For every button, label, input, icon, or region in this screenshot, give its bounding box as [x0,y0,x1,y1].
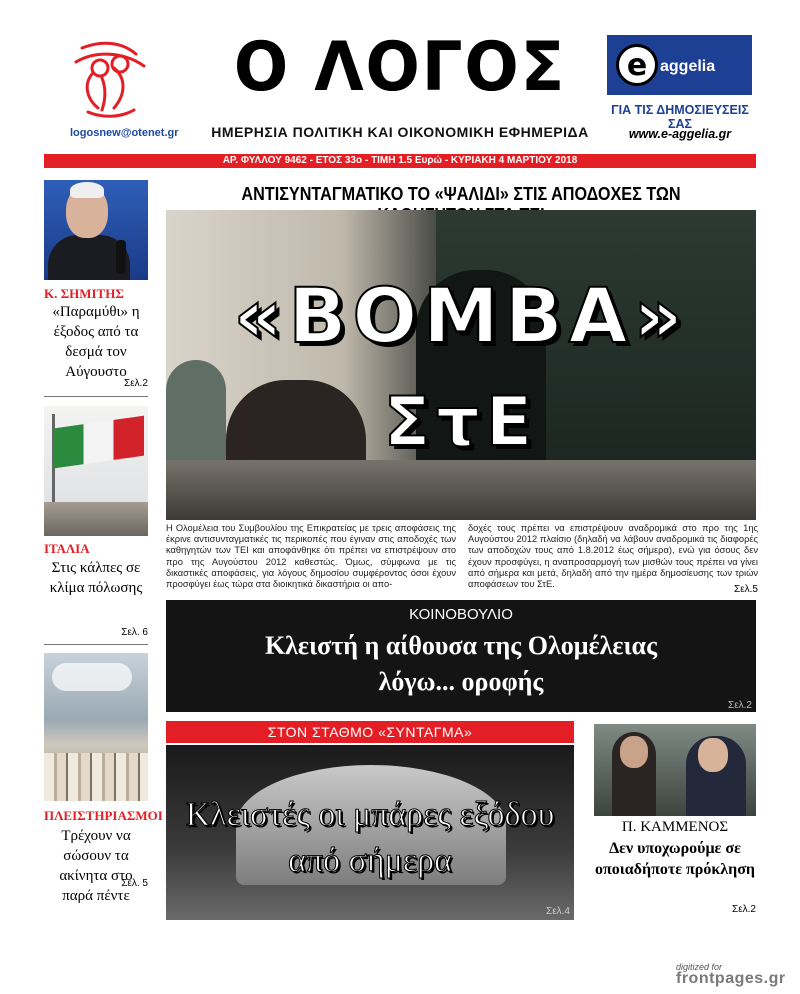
simitis-photo[interactable] [44,180,148,280]
contact-email[interactable]: logosnew@otenet.gr [70,127,179,139]
parliament-page-ref: Σελ.2 [728,700,752,711]
side-story-3-kicker: ΠΛΕΙΣΤΗΡΙΑΣΜΟΙ [44,808,163,823]
e-aggelia-logo-icon: e [616,44,658,86]
divider [44,396,148,397]
side-story-3-headline[interactable]: Τρέχουν να σώσουν τα ακίνητα στο παρά πέντε [59,828,133,904]
town-landscape-photo[interactable] [44,653,148,801]
side-story-1-page-ref: Σελ.2 [124,378,148,389]
parliament-headline-line-1: Κλειστή η αίθουσα της Ολομέλειας [264,631,658,660]
kammenos-photo[interactable] [594,724,756,816]
main-story-page-ref: Σελ.5 [734,584,758,595]
syntagma-headline-line-2: από σήμερα [288,842,452,879]
ad-url[interactable]: www.e-aggelia.gr [628,127,732,141]
side-story-2-headline[interactable]: Στις κάλπες σε κλίμα πόλωσης [49,560,143,596]
syntagma-headline[interactable] [166,792,574,884]
issue-info-bar: ΑΡ. ΦΥΛΛΟΥ 9462 - ΕΤΟΣ 33ο - ΤΙΜΗ 1.5 Ευρώ - ΚΥΡΙΑΚΗ 4 ΜΑΡΤΙΟΥ 2018 [44,154,756,168]
newspaper-title: Ο ΛΟΓΟΣ [233,28,567,107]
main-story-body-column-2: δοχές τους πρέπει να επιστρέψουν αναδρομικά στο προ της 1ης Αυγούστου 2012 πλαίσιο (δηλαδή να λάβουν αναδρομικά τις διαφορές των αποδοχών τους από 1.8.2012 έως σήμερα), ενώ για όσους δεν έχουν προσφύγει, η αναπροσαρμογή των μισθών τους πρέπει να γίνει από σήμερα και μετά, δηλαδή από την ημέρα δημοσίευσης των τριών αποφάσεων του ΣτΕ. [468,523,758,590]
syntagma-headline-line-1: Κλειστές οι μπάρες εξόδου [185,796,555,833]
kammenos-page-ref: Σελ.2 [732,904,756,915]
newspaper-subtitle: ΗΜΕΡΗΣΙΑ ΠΟΛΙΤΙΚΗ ΚΑΙ ΟΙΚΟΝΟΜΙΚΗ ΕΦΗΜΕΡΙΔΑ [211,124,589,140]
side-story-2-kicker: ΙΤΑΛΙΑ [44,541,90,556]
italy-flag-photo[interactable] [44,406,148,536]
main-story-body-column-1: Η Ολομέλεια του Συμβουλίου της Επικρατείας με τρεις αποφάσεις της έκρινε αντισυνταγματικές τις περικοπές που έγιναν στις αποδοχές των καθηγητών των ΤΕΙ και αποφάνθηκε ότι πρέπει να επιστρέψουν στο προ της Αυγούστου 2012 καθεστώς. Όμως, σύμφωνα με τις δικαστικές αποφάσεις, για λόγους δημοσίου συμφέροντος όσοι έχουν προσφύγει έως τώρα στα διοικητικά δικαστήρια οι απο- [166,523,456,590]
kammenos-kicker: Π. ΚΑΜΜΕΝΟΣ [621,819,729,835]
digitized-label: digitized for [676,962,723,972]
main-headline-line-2[interactable]: ΣτΕ [383,383,539,462]
side-story-1-kicker: Κ. ΣΗΜΙΤΗΣ [44,286,124,301]
ad-brand-name: aggelia [660,58,716,75]
syntagma-page-ref: Σελ.4 [546,906,570,917]
parliament-kicker: ΚΟΙΝΟΒΟΥΛΙΟ [409,606,513,623]
main-headline-line-1[interactable]: «ΒΟΜΒΑ» [233,271,689,360]
side-story-1-headline[interactable]: «Παραμύθι» η έξοδος από τα δεσμά τον Αύγουστο [52,304,140,380]
parliament-headline-line-2: λόγω... οροφής [378,667,544,696]
woman-figures-logo-icon [62,38,158,120]
classroom-photo[interactable] [166,210,756,520]
syntagma-station-bar: ΣΤΟΝ ΣΤΑΘΜΟ «ΣΥΝΤΑΓΜΑ» [166,721,574,743]
frontpages-watermark[interactable]: frontpages.gr [676,970,786,987]
main-story-kicker[interactable]: ΑΝΤΙΣΥΝΤΑΓΜΑΤΙΚΟ ΤΟ «ΨΑΛΙΔΙ» ΣΤΙΣ ΑΠΟΔΟΧΕΣ ΤΩΝ [241,184,681,204]
kammenos-headline[interactable]: Δεν υποχωρούμε σε οποιαδήποτε πρόκληση [595,840,755,878]
side-story-2-page-ref: Σελ. 6 [121,627,148,638]
divider [44,644,148,645]
parliament-headline[interactable] [166,628,756,700]
ad-tagline: ΓΙΑ ΤΙΣ ΔΗΜΟΣΙΕΥΣΕΙΣ ΣΑΣ [611,103,749,131]
side-story-3-page-ref: Σελ. 5 [121,878,148,889]
